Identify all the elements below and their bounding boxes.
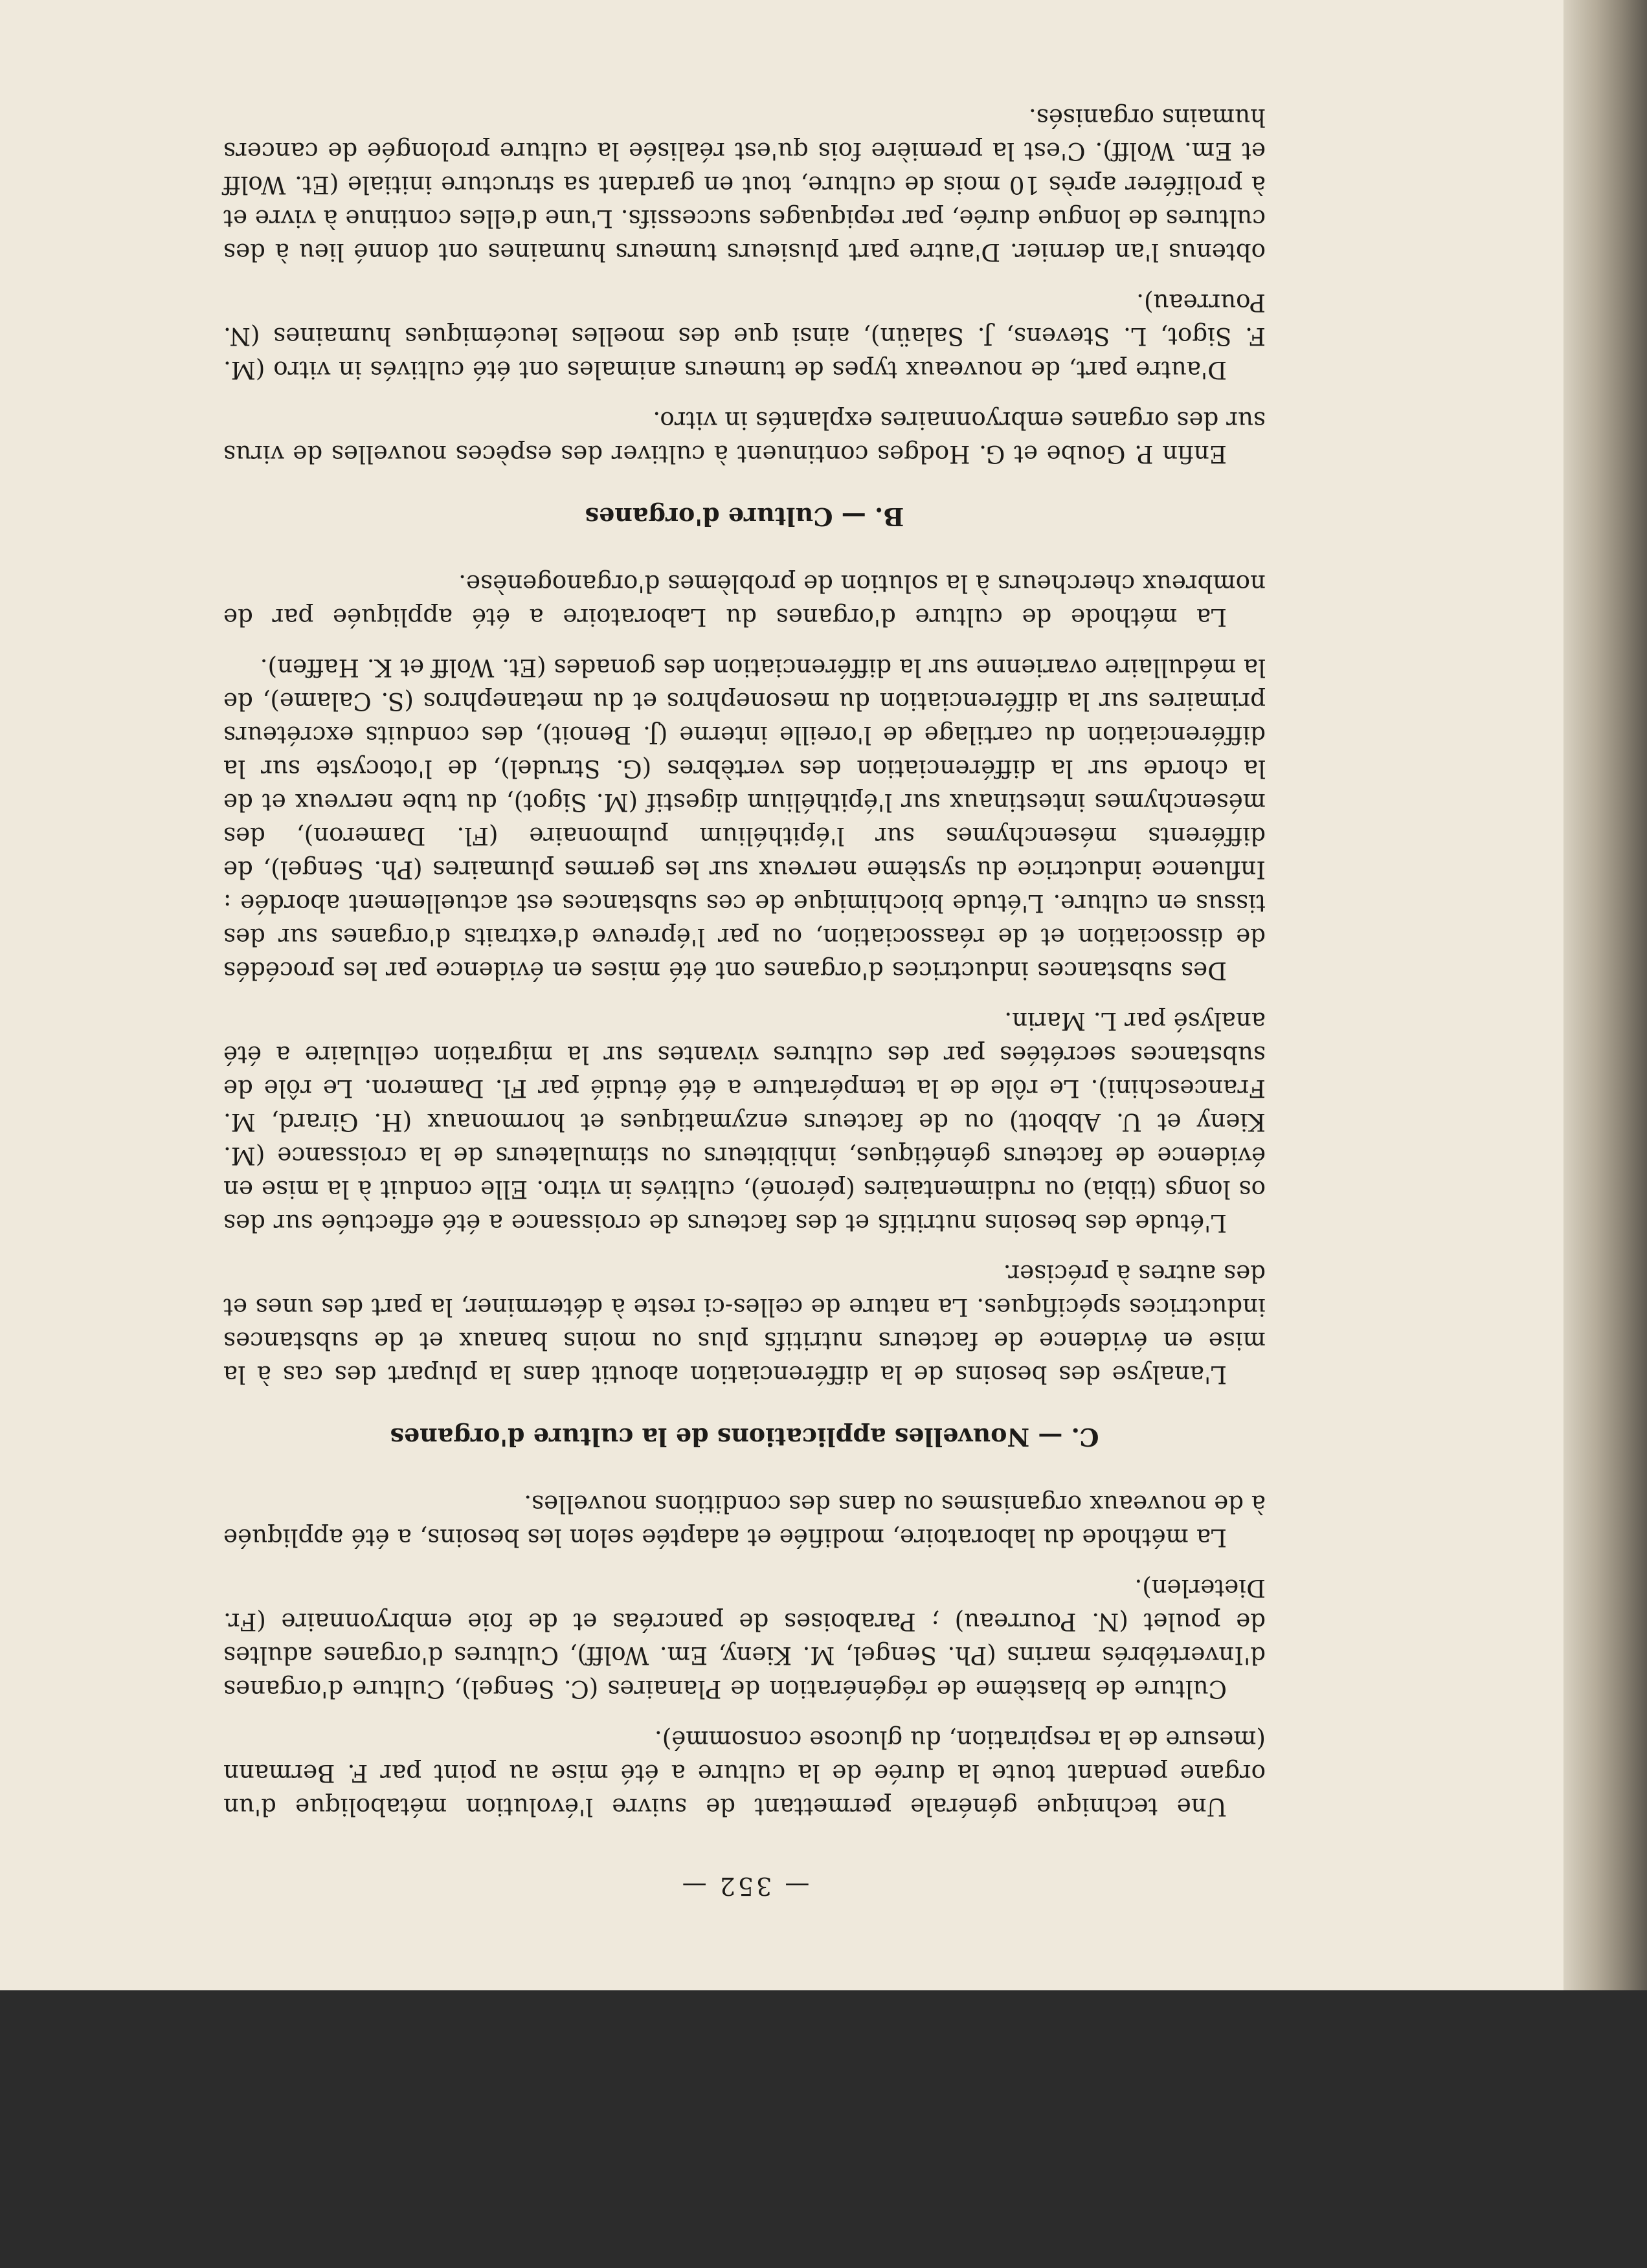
paragraph-c-1: Une technique générale permettant de suivre l'évolution métabolique d'un organe pendant toute la durée de la culture a été mise au point par F. Bermann (mesure de la respiration, du glucose consommé). — [223, 1726, 1266, 1821]
section-heading-b: B. — Culture d'organes — [585, 502, 904, 531]
paragraph-c-2: Culture de blastème de régénération de Planaires (C. Sengel), Culture d'organes d'Invertébrés marins (Ph. Sengel, M. Kieny, Em. Wolff), Cultures d'organes adultes de poulet (N. Pourreau) ; Paraboises de pancréas et de foie embryonnaire (Fr. Dieterlen). — [223, 1574, 1266, 1704]
scanner-background — [0, 1990, 1647, 2268]
paragraph-a-3: obtenus l'an dernier. D'autre part plusieurs tumeurs humaines ont donné lieu à des cultures de longue durée, par repiquages successifs. L'une d'elles continue à vivre et à proliférer après 10 mois de culture, tout en gardant sa structure initiale (Et. Wolff et Em. Wolff). C'est la première fois qu'est réalisée la culture prolongée de cancers humains organisés. — [223, 104, 1266, 267]
page-edge-shadow — [1563, 0, 1647, 2013]
page-number: — 352 — — [679, 1872, 810, 1900]
paragraph-a-2: D'autre part, de nouveaux types de tumeurs animales ont été cultivés in vitro (M. F. Sigot, L. Stevens, J. Salaün), ainsi que des moelles leucémiques humaines (N. Pourreau). — [223, 289, 1266, 384]
paragraph-b-1: L'analyse des besoins de la différenciation aboutit dans la plupart des cas à la mise en évidence de facteurs nutritifs plus ou moins banaux et de substances inductrices spécifiques. La nature de celles-ci reste à déterminer, la part des unes et des autres à préciser. — [223, 1260, 1266, 1389]
paragraph-b-2: L'étude des besoins nutritifs et des facteurs de croissance a été effectuée sur des os longs (tibia) ou rudimentaires (péroné), cultivés in vitro. Elle conduit à la mise en évidence de facteurs génétiques, inhibiteurs ou stimulateurs de la croissance (M. Kieny et U. Abbott) ou de facteurs enzymatiques et hormonaux (H. Girard, M. Franceschini). Le rôle de la température a été étudié par Fl. Dameron. Le rôle de substances secrétées par des cultures vivantes sur la migration cellulaire a été analysé par L. Marin. — [223, 1007, 1266, 1238]
page-content-rotated — [223, 104, 1266, 1903]
paragraph-c-3: La méthode du laboratoire, modifiée et adaptée selon les besoins, a été appliquée à de nouveaux organismes ou dans des conditions nouvelles. — [223, 1490, 1266, 1552]
paragraph-b-4: La méthode de culture d'organes du Laboratoire a été appliquée par de nombreux chercheurs à la solution de problèmes d'organogenèse. — [223, 570, 1266, 632]
paragraph-a-1: Enfin P. Goube et G. Hodges continuent à cultiver des espèces nouvelles de virus sur des organes embryonnaires explantés in vitro. — [223, 406, 1266, 469]
paragraph-b-3: Des substances inductrices d'organes ont été mises en évidence par les procédés de dissociation et de réassociation, ou par l'épreuve d'extraits d'organes sur des tissus en culture. L'étude biochimique de ces substances est actuellement abordée : Influence inductrice du système nerveux sur les germes plumaires (Ph. Sengel), de différents mésenchymes sur l'épithélium pulmonaire (Fl. Dameron), des mésenchymes intestinaux sur l'épithélium digestif (M. Sigot), du tube nerveux et de la chorde sur la différenciation des vertèbres (G. Strudel), de l'otocyste sur la différenciation du cartilage de l'oreille interne (J. Benoit), des conduits excréteurs primaires sur la différenciation du mesonephros et du metanephros (S. Calame), de la médullaire ovarienne sur la différenciation des gonades (Et. Wolff et K. Haffen). — [223, 654, 1266, 985]
section-heading-c: C. — Nouvelles applications de la culture d'organes — [390, 1423, 1099, 1452]
